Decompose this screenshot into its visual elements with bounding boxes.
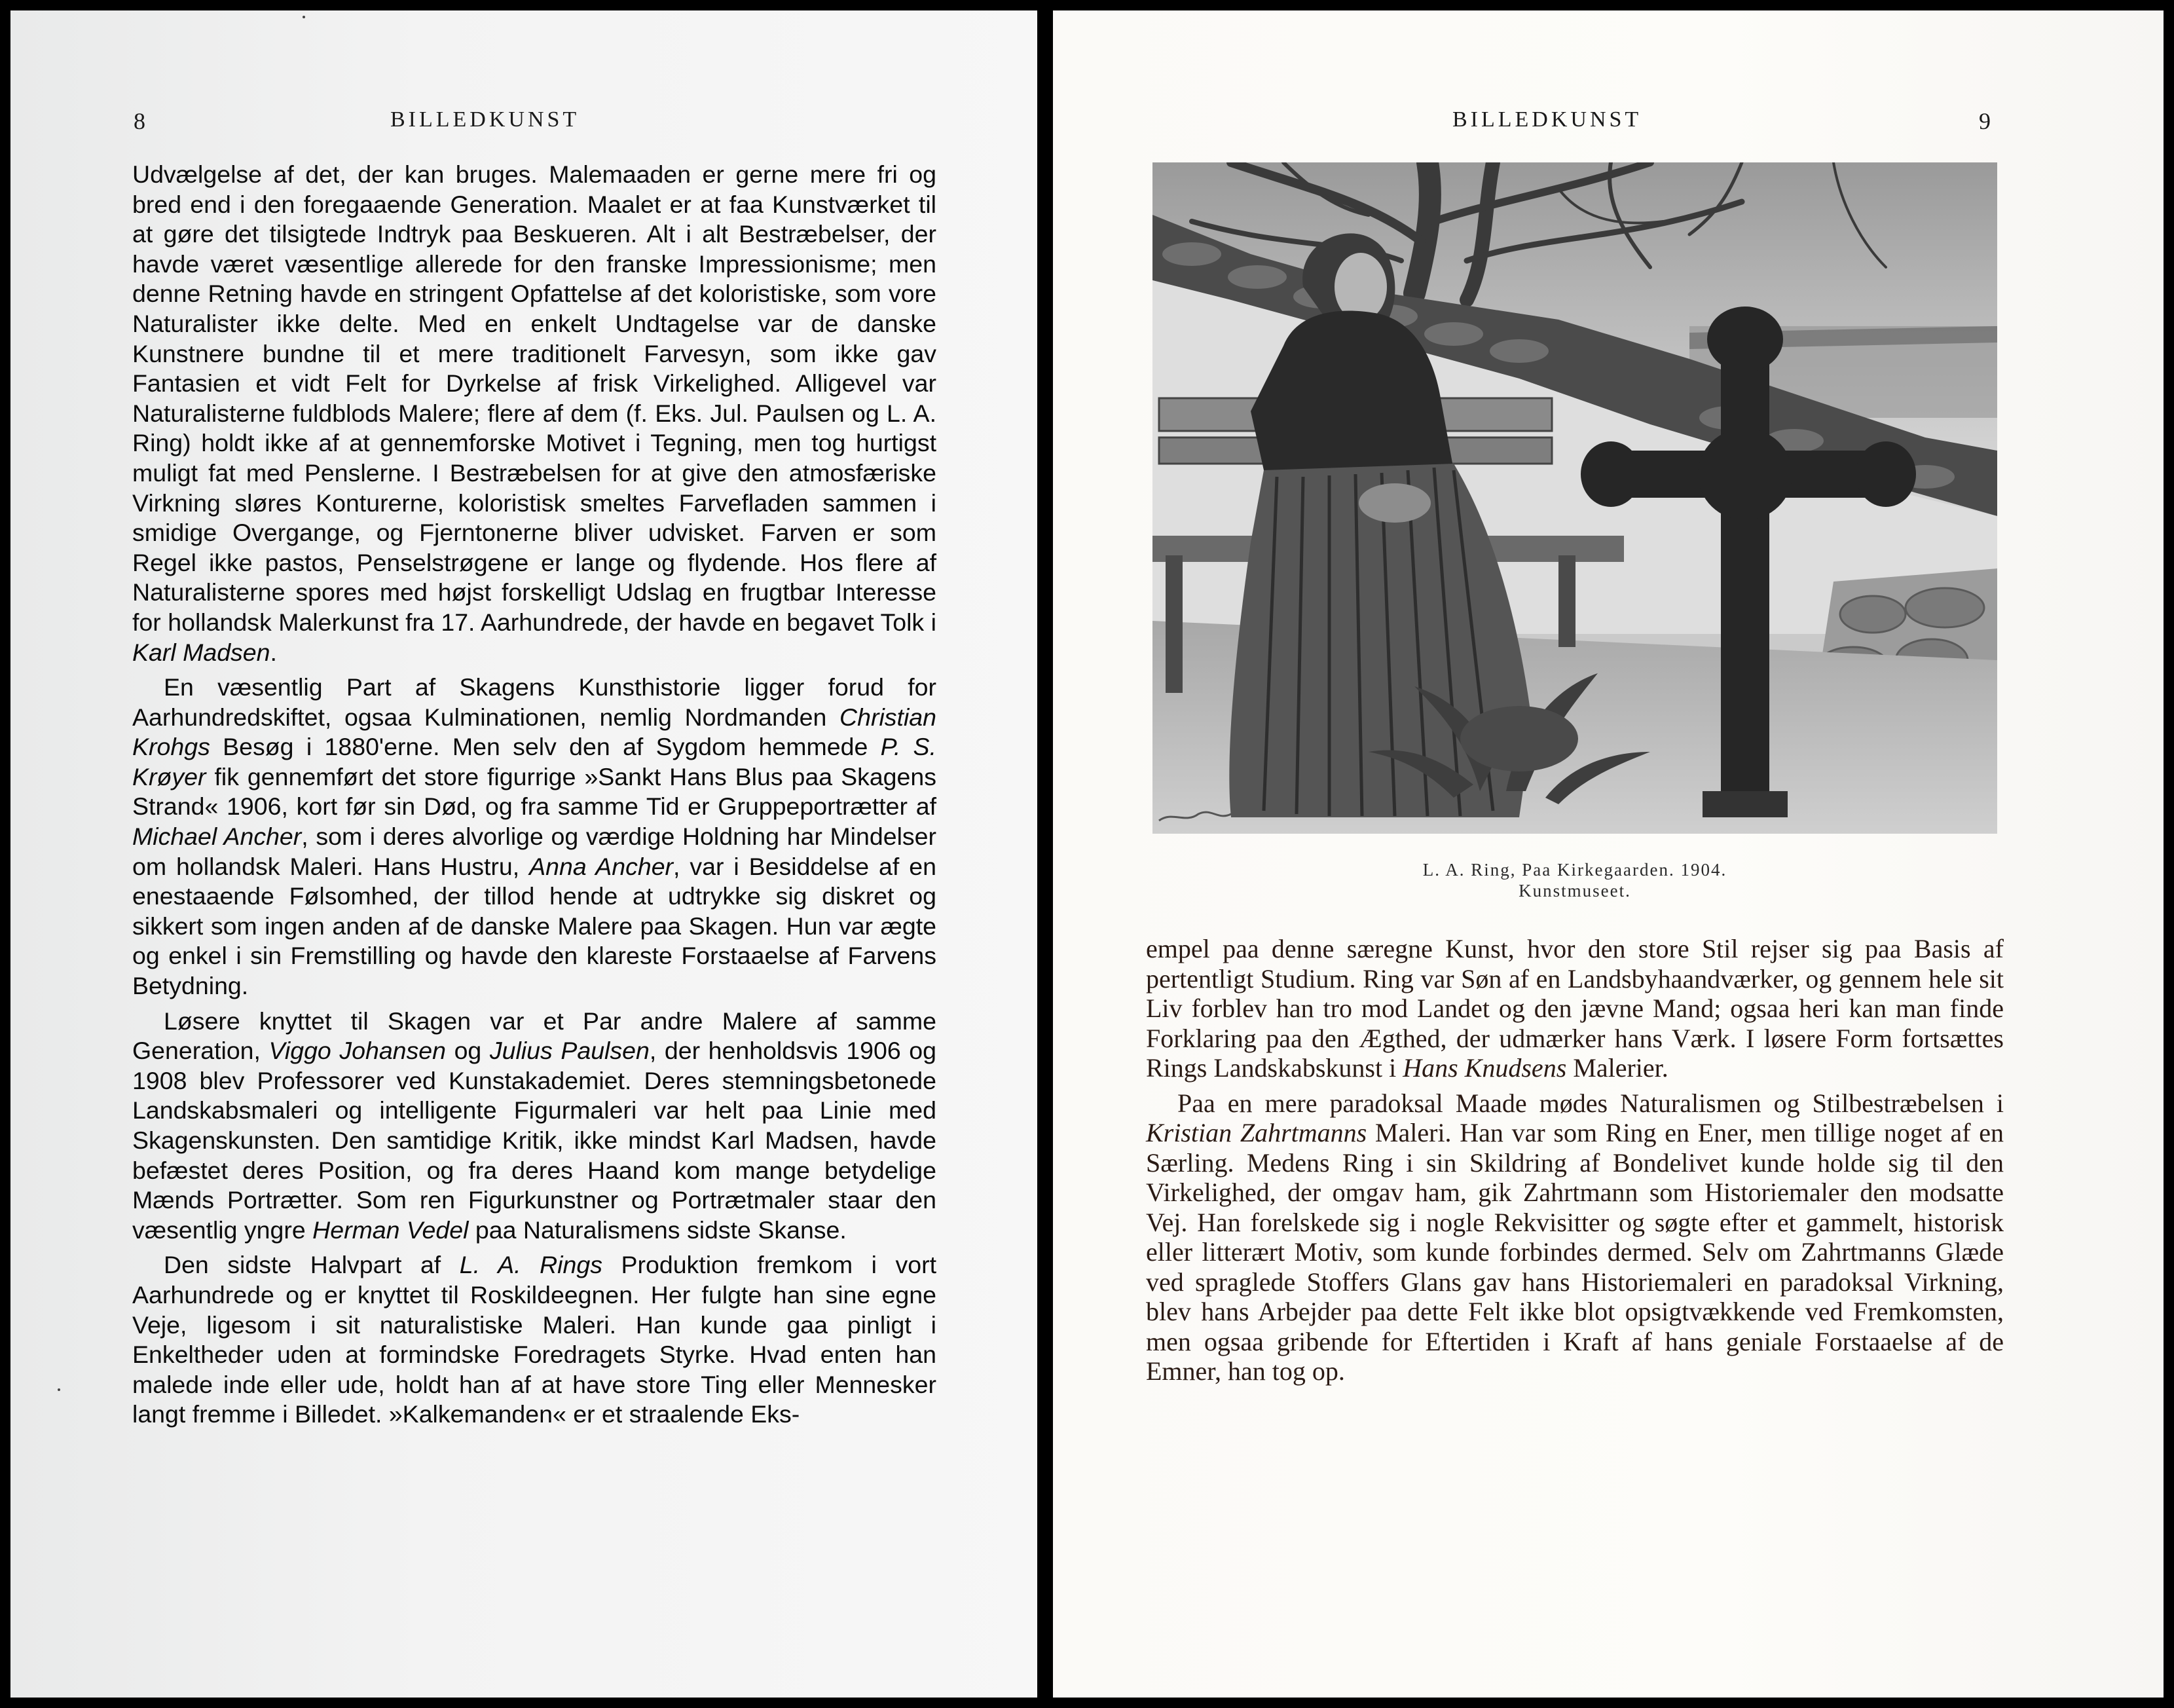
right-body-text [1146,934,2004,1392]
scan-speck [58,1388,60,1391]
text-run: paa Naturalismens sidste Skanse. [468,1216,847,1244]
text-run: Besøg i 1880'erne. Men selv den af Sygdom hemmede [210,733,881,761]
body-paragraph [132,1007,936,1246]
body-paragraph [1146,934,2004,1083]
running-head-right: BILLEDKUNST [1452,107,1642,132]
text-run: , var i Besiddelse af en enestaaende Følsomhed, der tillod hende at udtrykke sig diskret og sikkert som ingen anden af de danske Malere paa Skagen. Hun var ægte og enkel i sin Fremstilling og havde den klareste Forstaaelse af Farvens Betydning. [132,852,936,1000]
text-run: Malerier. [1566,1053,1668,1083]
page-number-right: 9 [1979,108,1991,134]
text-run: Maleri. Han var som Ring en Ener, men tillige noget af en Særling. Medens Ring i sin Skildring af Bondelivet kunde holde sig til den Virkelighed, der omgav ham, gik Zahrtmann som Historiemaler den modsatte Vej. Han forelskede sig i nogle Rekvisitter og søgte efter et gammelt, historisk eller litterært Motiv, som kunde forbindes dermed. Selv om Zahrtmanns Glæde ved spraglede Stoffers Glans gav hans Historiemaleri en paradoksal Virkning, blev hans Arbejder paa dette Felt ikke blot opsigtvækkende ved Fremkomsten, men ogsaa gribende for Eftertiden i Kraft af hans geniale Forstaaelse af de Emner, han tog op. [1146,1118,2004,1386]
text-run: Løsere knyttet til Skagen var et Par andre Malere af samme Generation, [132,1007,936,1065]
italic-name: L. A. Rings [459,1251,602,1279]
italic-name: P. S. Krøyer [132,733,936,790]
italic-name: Michael Ancher [132,823,302,851]
left-page [10,10,1037,1698]
right-page [1053,10,2164,1698]
italic-name: Herman Vedel [312,1216,469,1244]
running-head-left: BILLEDKUNST [390,107,580,132]
text-run: Paa en mere paradoksal Maade mødes Naturalismen og Stilbestræbelsen i [1177,1088,2004,1118]
text-run: og [446,1037,490,1065]
text-run: , der henholdsvis 1906 og 1908 blev Professorer ved Kunstakademiet. Deres stemningsbetonede Landskabsmaleri og intelligente Figurmaleri var helt paa Linie med Skagenskunsten. Den samtidige Kritik, ikke mindst Karl Madsen, havde befæstet deres Position, og fra deres Haand kom mange betydelige Mænds Portrætter. Som ren Figurkunstner og Portrætmaler staar den væsentlig yngre [132,1037,936,1244]
italic-name: Viggo Johansen [268,1037,446,1065]
body-paragraph [132,1250,936,1430]
body-paragraph [1146,1088,2004,1386]
italic-name: Christian Krohgs [132,703,936,761]
text-run: Udvælgelse af det, der kan bruges. Malemaaden er gerne mere fri og bred end i den foregaaende Generation. Maalet er at faa Kunstværket til at gøre det tilsigtede Indtryk paa Beskueren. Alt i alt Bestræbelser, der havde været væsentlige allerede for den franske Impressionisme; men denne Retning havde en stringent Opfattelse af det koloristiske, som vore Naturalister ikke delte. Med en enkelt Undtagelse var de danske Kunstnere bundne til et mere traditionelt Farvesyn, som ikke gav Fantasien et vidt Felt for Dyrkelse af frisk Virkelighed. Alligevel var Naturalisterne fuldblods Malere; flere af dem (f. Eks. Jul. Paulsen og L. A. Ring) holdt ikke af at gennemforske Motivet i Tegning, men tog hurtigst muligt fat med Penslerne. I Bestræbelsen for at give den atmosfæriske Virkning sløres Konturerne, koloristisk smeltes Farvefladen sammen i smidige Overgange, og Fjerntonerne bliver udvisket. Farven er som Regel ikke pastos, Penselstrøgene er lange og flydende. Hos flere af Naturalisterne spores med højst forskelligt Udslag en frugtbar Interesse for hollandsk Malerkunst fra 17. Aarhundrede, der havde en begavet Tolk i [132,160,936,636]
figure-painting-woman-at-cross [1152,162,1997,834]
left-body-text [132,160,936,1435]
page-number-left: 8 [134,108,145,134]
text-run: empel paa denne særegne Kunst, hvor den store Stil rejser sig paa Basis af pertentligt Studium. Ring var Søn af en Landsbyhaandværker, og gennem hele sit Liv forblev han tro mod Landet og den jævne Mand; ogsaa heri kan man finde Forklaring paa den Ægthed, der udmærker hans Værk. I løsere Form fortsættes Rings Landskabskunst i [1146,934,2004,1083]
figure-caption-title: L. A. Ring, Paa Kirkegaarden. 1904. [1422,860,1727,880]
scan-speck [303,16,305,18]
italic-name: Julius Paulsen [489,1037,650,1065]
text-run: , som i deres alvorlige og værdige Holdning har Mindelser om hollandsk Maleri. Hans Hustru, [132,823,937,880]
italic-name: Karl Madsen [132,638,270,666]
italic-name: Hans Knudsens [1403,1053,1567,1083]
body-paragraph [132,673,936,1001]
text-run: En væsentlig Part af Skagens Kunsthistorie ligger forud for Aarhundredskiftet, ogsaa Kulminationen, nemlig Nordmanden [132,673,936,731]
text-run: Produktion fremkom i vort Aarhundrede og er knyttet til Roskildeegnen. Her fulgte han sine egne Veje, ligesom i sit naturalistiske Maleri. Han kunde gaa pinligt i Enkeltheder uden at formindske Foredragets Styrke. Hvad enten han malede inde eller ude, holdt han af at have store Ting eller Mennesker langt fremme i Billedet. »Kalkemanden« er et straalende Eks- [132,1251,937,1428]
text-run: . [270,638,277,666]
figure-caption-collection: Kunstmuseet. [1519,881,1631,900]
italic-name: Kristian Zahrtmanns [1146,1118,1367,1147]
text-run: fik gennemført det store figurrige »Sankt Hans Blus paa Skagens Strand« 1906, kort før sin Død, og fra samme Tid er Gruppeportrætter af [132,762,936,821]
text-run: Den sidste Halvpart af [164,1251,460,1279]
body-paragraph [132,160,936,667]
italic-name: Anna Ancher [529,852,674,880]
painting-illustration [1152,162,1997,834]
